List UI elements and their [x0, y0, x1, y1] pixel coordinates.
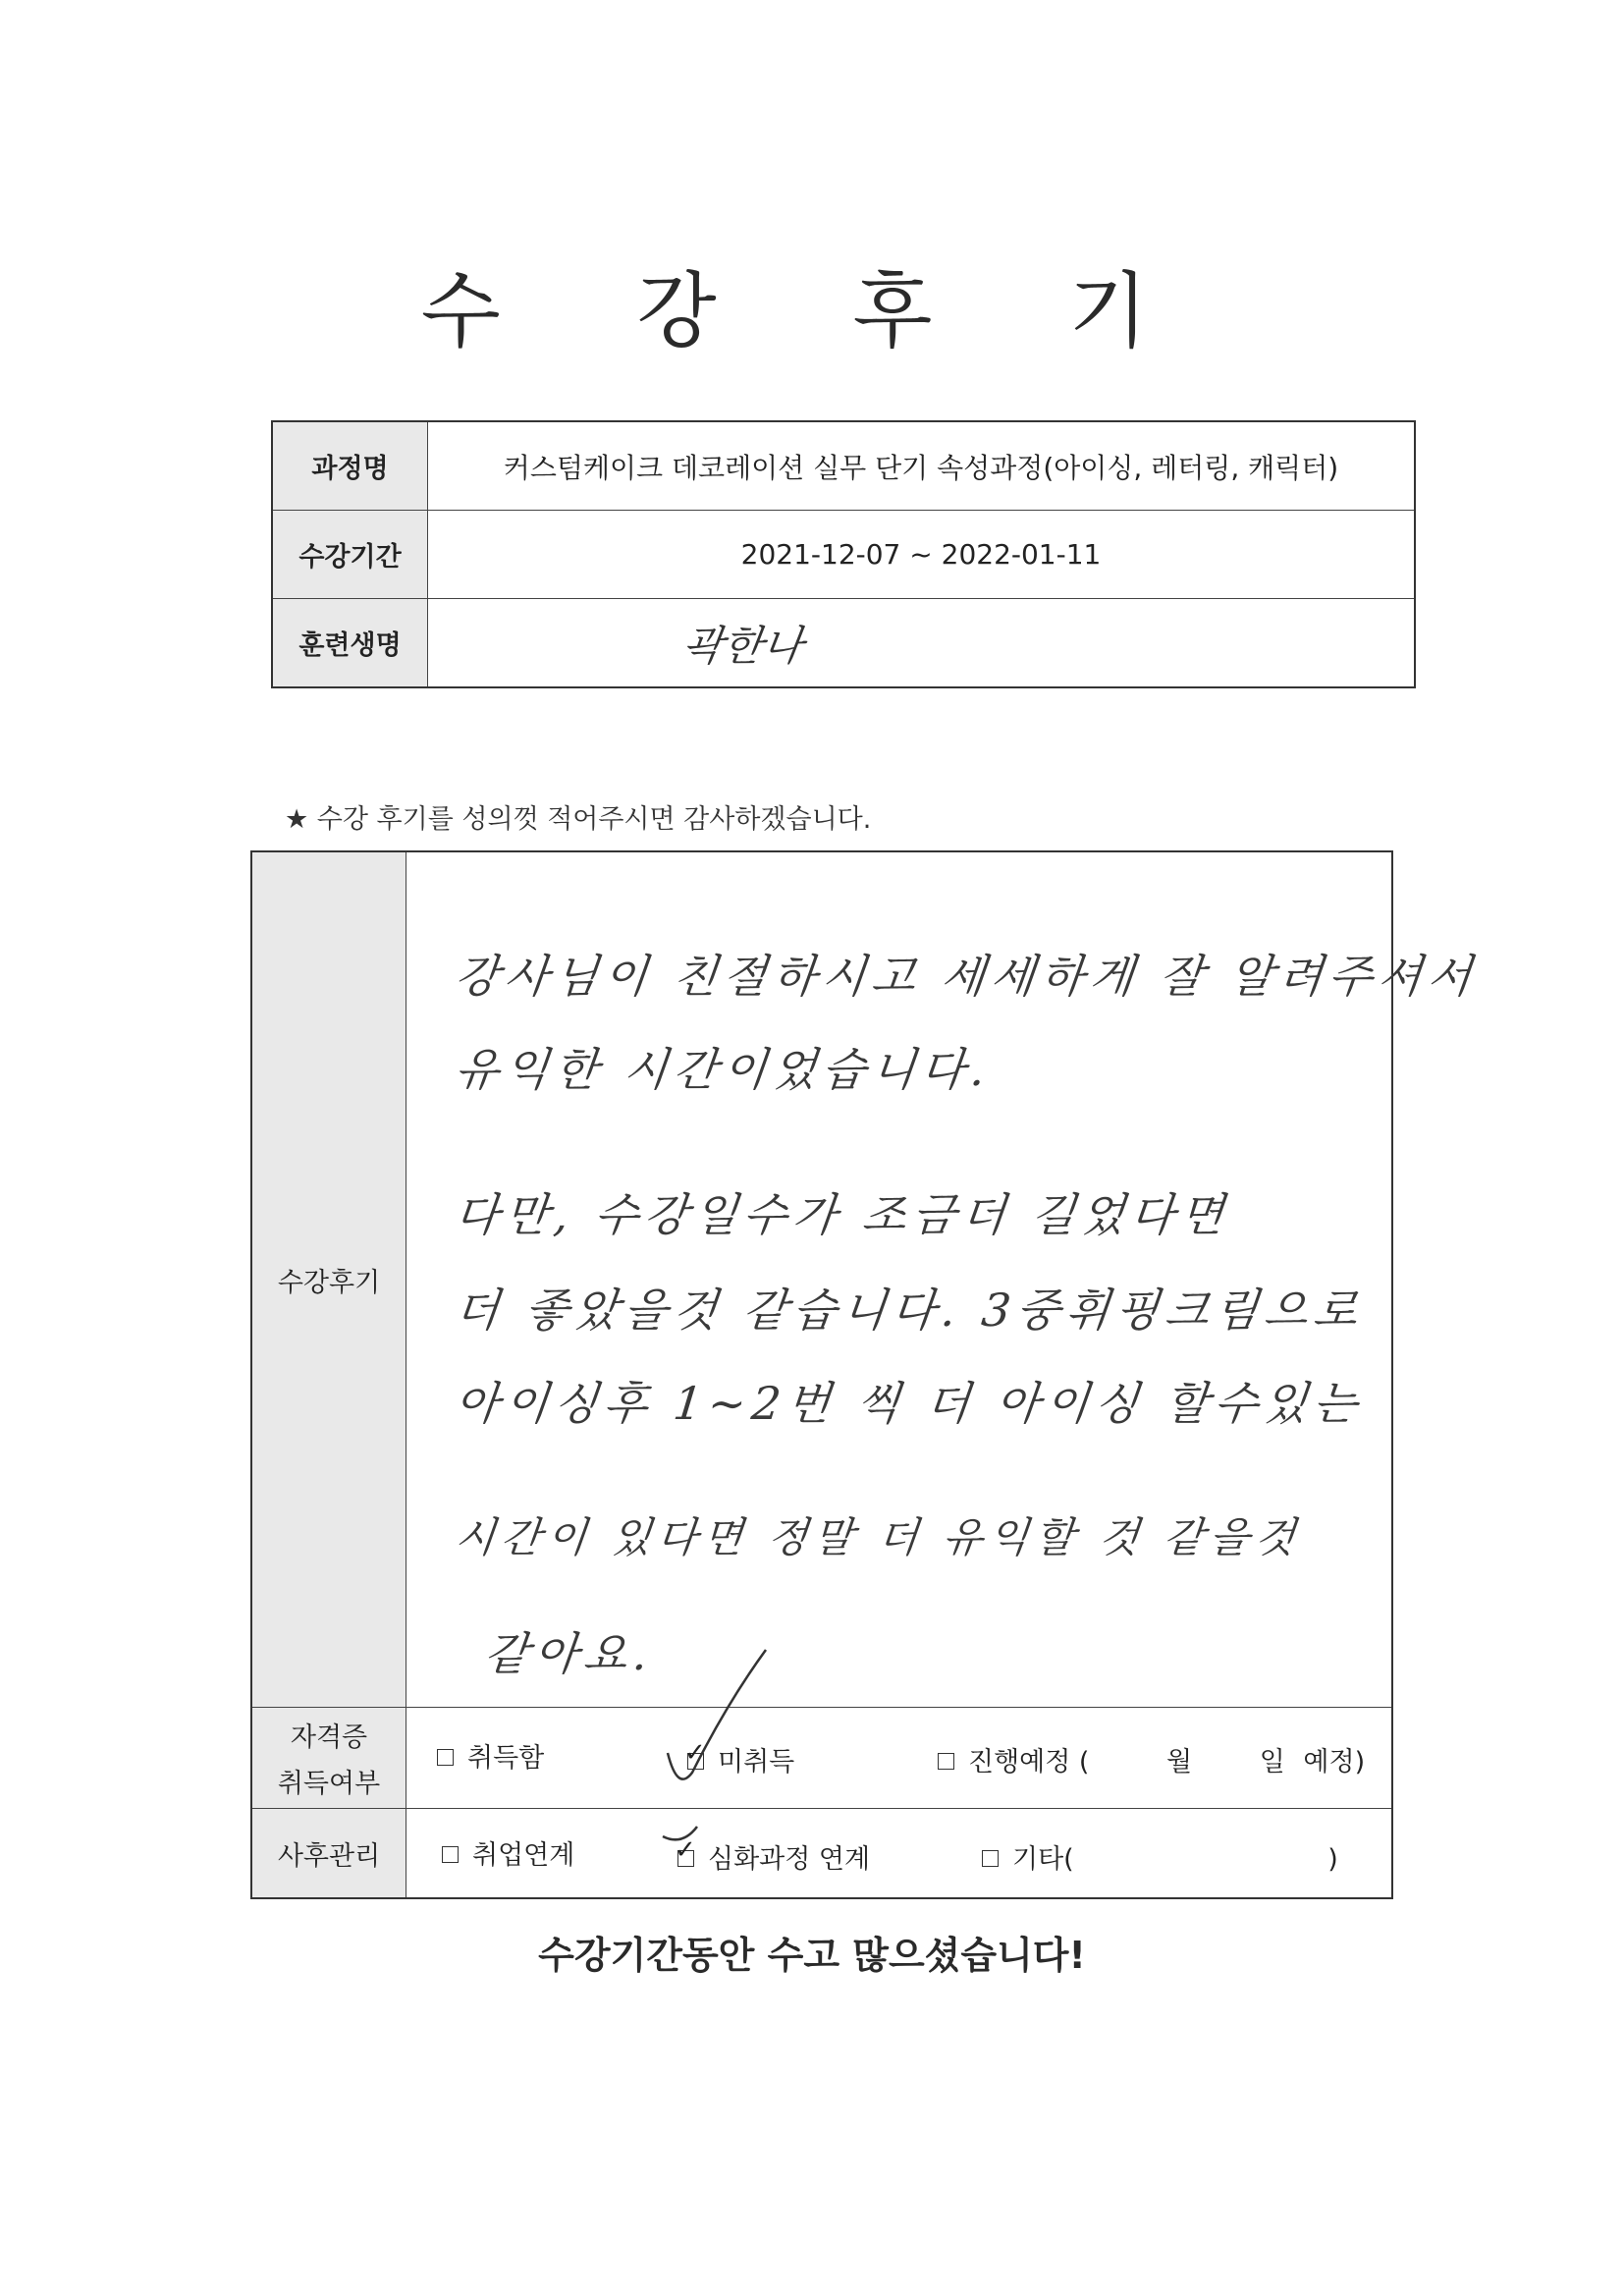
checkbox-icon[interactable] — [938, 1753, 954, 1770]
certification-options — [406, 1708, 1393, 1809]
course-row — [272, 421, 1415, 511]
cert-option-acquired[interactable]: 취득함 — [437, 1736, 544, 1775]
review-handwriting-area — [406, 851, 1481, 1708]
course-value: 커스텀케이크 데코레이션 실무 단기 속성과정(아이싱, 레터링, 캐릭터) — [428, 421, 1416, 511]
review-line: 유익한 시간이었습니다. — [452, 1043, 995, 1096]
checkbox-icon[interactable] — [982, 1850, 999, 1867]
planned-label: 예정) — [1303, 1747, 1366, 1777]
review-label: 수강후기 — [251, 851, 406, 1708]
trainee-name-label: 훈련생명 — [272, 599, 428, 688]
other-close-paren: ) — [1327, 1844, 1338, 1875]
trainee-name-handwritten: 곽한나 — [679, 621, 806, 670]
period-label: 수강기간 — [272, 511, 428, 599]
checked-checkbox-icon[interactable] — [677, 1850, 694, 1867]
instruction-note: ★ 수강 후기를 성의껏 적어주시면 감사하겠습니다. — [285, 804, 872, 835]
followup-option-employment[interactable]: 취업연계 — [442, 1833, 574, 1872]
followup-option-advanced-course[interactable]: ✓ 심화과정 연계 — [677, 1837, 870, 1876]
course-label: 과정명 — [272, 421, 428, 511]
period-row — [272, 511, 1415, 599]
certification-label — [251, 1708, 406, 1809]
page-title: 수 강 후 기 — [420, 263, 1204, 359]
checkbox-icon[interactable] — [437, 1749, 454, 1766]
review-line: 더 좋았을것 같습니다. 3중휘핑크림으로 — [452, 1284, 1367, 1337]
followup-row — [251, 1809, 1392, 1899]
certification-label-line1: 자격증 — [290, 1722, 368, 1753]
name-row — [272, 599, 1415, 688]
review-line: 시간이 있다면 정말 더 유익할 것 같을것 — [453, 1513, 1304, 1561]
review-table — [250, 850, 1481, 1899]
checkbox-icon[interactable] — [442, 1846, 459, 1863]
review-line: 강사님이 친절하시고 세세하게 잘 알려주셔서 — [452, 950, 1481, 1003]
course-info-table — [271, 420, 1416, 688]
followup-options — [406, 1809, 1393, 1899]
handwritten-checkmark-icon — [658, 1645, 776, 1851]
review-line: 다만, 수강일수가 조금더 길었다면 — [452, 1188, 1233, 1241]
cert-option-planned[interactable]: 진행예정 ( 월 일 예정) — [938, 1740, 1365, 1778]
trainee-name-cell — [428, 599, 1416, 688]
followup-label: 사후관리 — [251, 1809, 406, 1899]
certification-label-line2: 취득여부 — [277, 1769, 381, 1799]
period-value: 2021-12-07 ~ 2022-01-11 — [428, 511, 1416, 599]
review-line: 같아요. — [481, 1627, 657, 1680]
cert-option-not-acquired[interactable]: ✓ 미취득 — [687, 1740, 794, 1778]
month-label: 월 — [1166, 1747, 1193, 1777]
review-line: 아이싱후 1~2번 씩 더 아이싱 할수있는 — [452, 1377, 1366, 1430]
closing-message: 수강기간동안 수고 많으셨습니다! — [538, 1934, 1086, 1977]
followup-option-other[interactable]: 기타( ) — [982, 1837, 1338, 1876]
day-label: 일 — [1259, 1747, 1285, 1777]
review-row — [251, 851, 1392, 1708]
certification-row — [251, 1708, 1392, 1809]
